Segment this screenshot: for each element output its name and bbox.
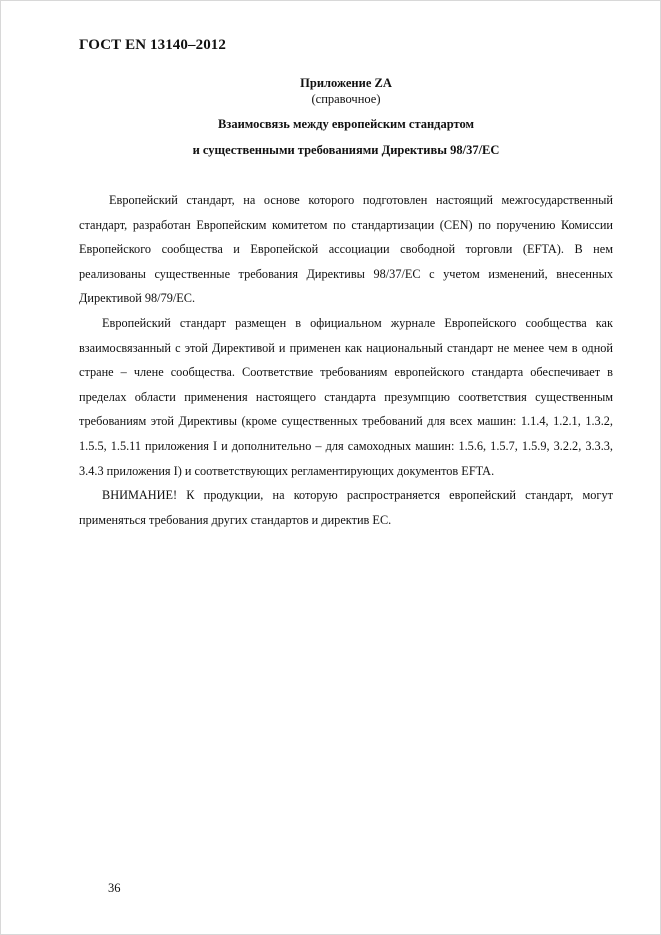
paragraph-3: ВНИМАНИЕ! К продукции, на которую распространяется европейский стандарт, могут применяться требования других стандартов и директив EC.: [79, 488, 613, 527]
annex-heading-line-1: Взаимосвязь между европейским стандартом: [217, 117, 475, 131]
annex-subtitle: (справочное): [311, 92, 381, 106]
body-text: [79, 188, 613, 532]
page-number: 36: [108, 881, 121, 895]
annex-title: Приложение ZA: [300, 76, 392, 90]
annex-heading-line-2: и существенными требованиями Директивы 98/37/EC: [192, 143, 500, 157]
document-code: ГОСТ EN 13140–2012: [79, 37, 226, 53]
paragraph-2: Европейский стандарт размещен в официальном журнале Европейского сообщества как взаимосвязанный с этой Директивой и применен как национальный стандарт не менее чем в одной стране – члене сообщества. Соответствие требованиям европейского стандарта обеспечивает в пределах области применения настоящего стандарта презумпцию соответствия существенным требованиям этой Директивы (кроме существенных требований для всех машин: 1.1.4, 1.2.1, 1.3.2, 1.5.5, 1.5.11 приложения I и дополнительно – для самоходных машин: 1.5.6, 1.5.7, 1.5.9, 3.2.2, 3.3.3, 3.4.3 приложения I) и соответствующих регламентирующих документов EFTA.: [79, 315, 613, 478]
paragraph-1: Европейский стандарт, на основе которого подготовлен настоящий межгосударственный стандарт, разработан Европейским комитетом по стандартизации (CEN) по поручению Комиссии Европейского сообщества и Европейской ассоциации свободной торговли (EFTA). В нем реализованы существенные требования Директивы 98/37/EC с учетом изменений, внесенных Директивой 98/79/EC.: [79, 193, 613, 306]
